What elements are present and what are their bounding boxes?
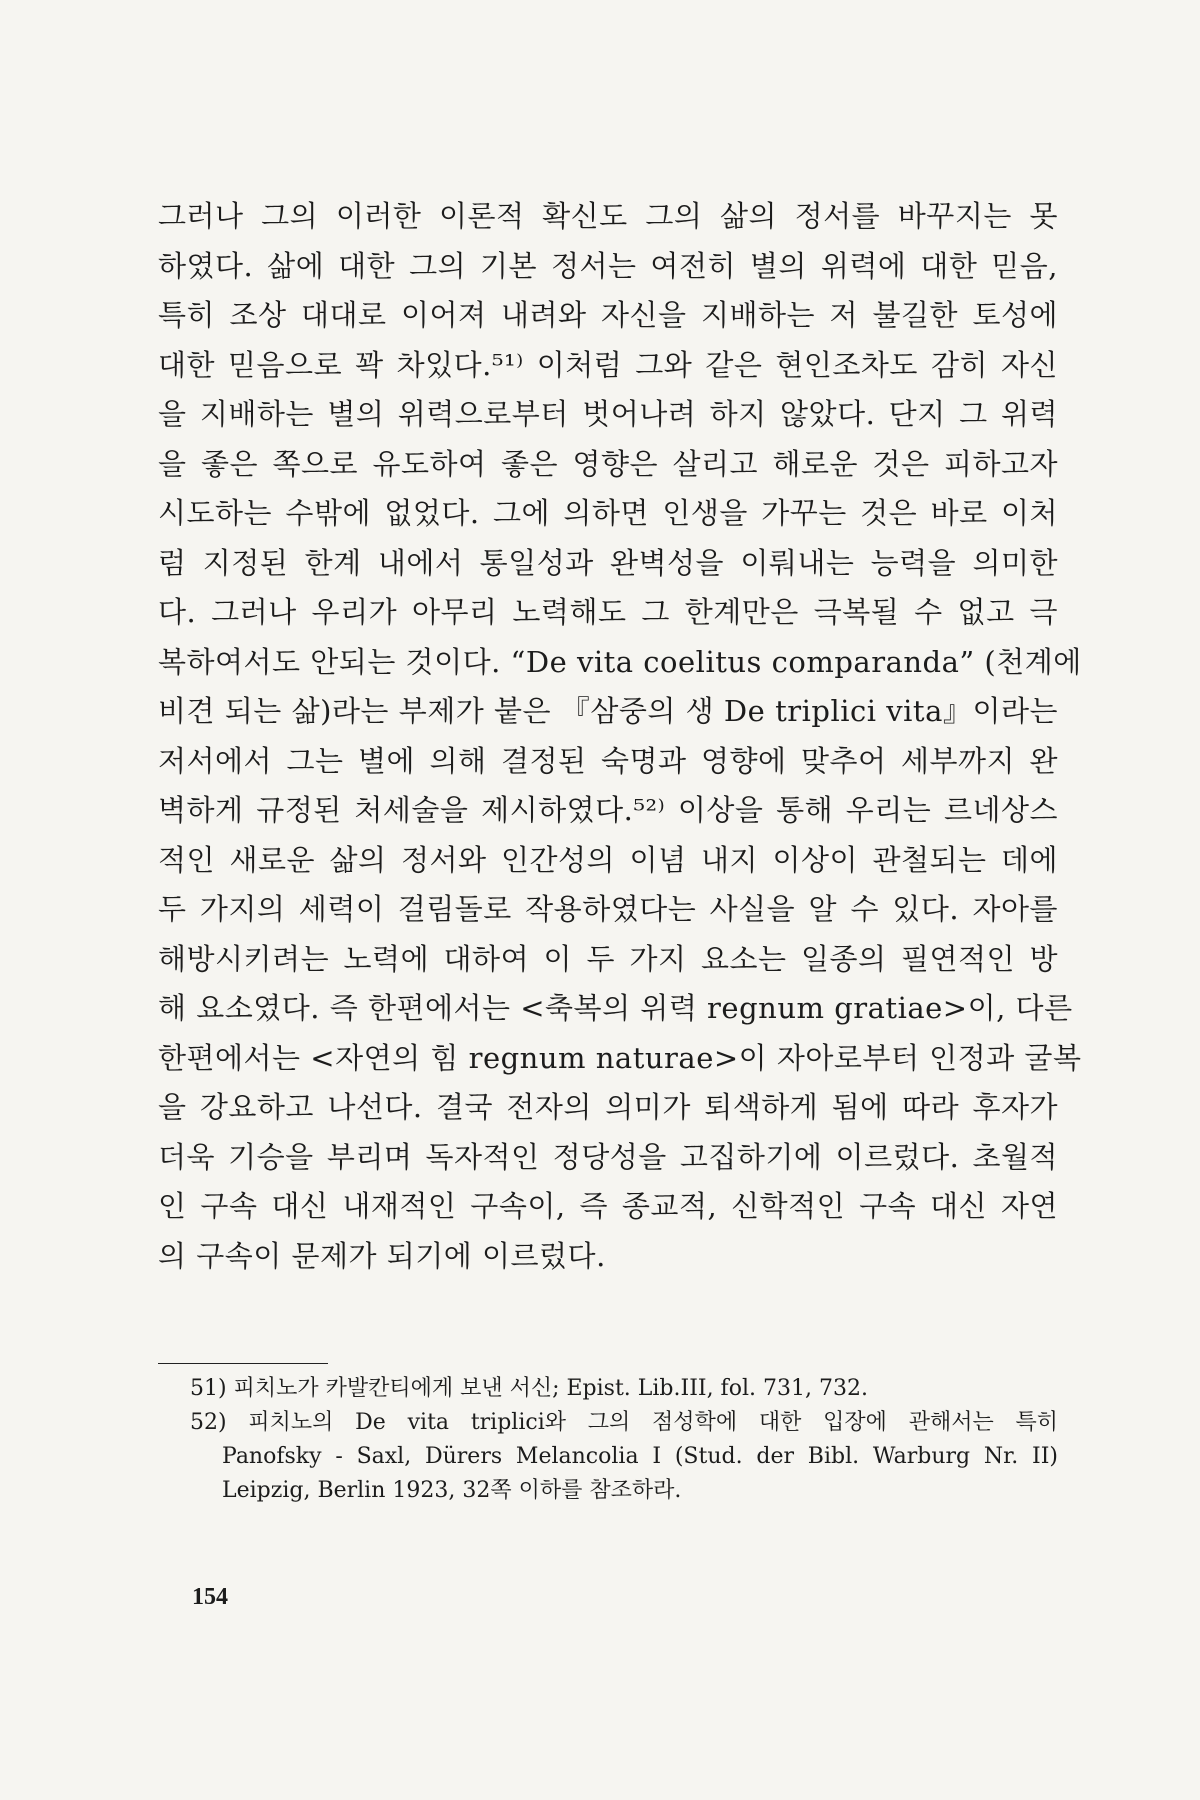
footnote-51: 51) 피치노가 카발칸티에게 보낸 서신; Epist. Lib.III, fol. 731, 732.	[190, 1376, 868, 1401]
text-line: 하였다. 삶에 대한 그의 기본 정서는 여전히 별의 위력에 대한 믿음,	[158, 248, 1058, 283]
text-line: 더욱 기승을 부리며 독자적인 정당성을 고집하기에 이르렀다. 초월적	[158, 1139, 1058, 1174]
page-number: 154	[192, 1584, 228, 1610]
text-line: 적인 새로운 삶의 정서와 인간성의 이념 내지 이상이 관철되는 데에	[158, 842, 1058, 877]
footnote-separator	[158, 1363, 328, 1364]
text-line: 그러나 그의 이러한 이론적 확신도 그의 삶의 정서를 바꾸지는 못	[158, 199, 1058, 233]
footnote-52-continued: Panofsky - Saxl, Dürers Melancolia I (Stud. der Bibl. Warburg Nr. II)	[222, 1444, 1058, 1469]
text-line: 시도하는 수밖에 없었다. 그에 의하면 인생을 가꾸는 것은 바로 이처	[158, 496, 1058, 530]
text-line: 을 좋은 쪽으로 유도하여 좋은 영향은 살리고 해로운 것은 피하고자	[158, 446, 1058, 481]
text-line: 저서에서 그는 별에 의해 결정된 숙명과 영향에 맞추어 세부까지 완	[158, 743, 1058, 778]
text-line: 럼 지정된 한계 내에서 통일성과 완벽성을 이뤄내는 능력을 의미한	[158, 545, 1058, 580]
text-line: 을 지배하는 별의 위력으로부터 벗어나려 하지 않았다. 단지 그 위력	[158, 397, 1058, 431]
text-line: 특히 조상 대대로 이어져 내려와 자신을 지배하는 저 불길한 토성에	[158, 298, 1058, 332]
text-line: 인 구속 대신 내재적인 구속이, 즉 종교적, 신학적인 구속 대신 자연	[158, 1189, 1058, 1223]
text-line: 해 요소였다. 즉 한편에서는 <축복의 위력 regnum gratiae>이, 다른	[158, 991, 1073, 1025]
footnotes	[190, 1372, 1058, 1508]
text-line: 벽하게 규정된 처세술을 제시하였다.⁵²⁾ 이상을 통해 우리는 르네상스	[158, 793, 1058, 827]
text-line: 을 강요하고 나선다. 결국 전자의 의미가 퇴색하게 됨에 따라 후자가	[158, 1090, 1058, 1124]
text-line: 두 가지의 세력이 걸림돌로 작용하였다는 사실을 알 수 있다. 자아를	[158, 892, 1058, 926]
text-line: 다. 그러나 우리가 아무리 노력해도 그 한계만은 극복될 수 없고 극	[158, 595, 1058, 629]
footnote-52: 52) 피치노의 De vita triplici와 그의 점성학에 대한 입장에 관해서는 특히	[190, 1410, 1058, 1435]
text-line: 한편에서는 <자연의 힘 regnum naturae>이 자아로부터 인정과 굴복	[158, 1040, 1082, 1075]
text-line: 해방시키려는 노력에 대하여 이 두 가지 요소는 일종의 필연적인 방	[158, 941, 1058, 976]
text-line: 의 구속이 문제가 되기에 이르렀다.	[158, 1238, 606, 1273]
text-line: 복하여서도 안되는 것이다. “De vita coelitus comparanda” (천계에	[158, 644, 1082, 679]
text-line: 비견 되는 삶)라는 부제가 붙은 『삼중의 생 De triplici vita』이라는	[158, 694, 1058, 728]
footnote-52-continued: Leipzig, Berlin 1923, 32쪽 이하를 참조하라.	[222, 1478, 682, 1503]
body-paragraph	[158, 192, 1082, 1281]
text-line: 대한 믿음으로 꽉 차있다.⁵¹⁾ 이처럼 그와 같은 현인조차도 감히 자신	[158, 347, 1058, 382]
